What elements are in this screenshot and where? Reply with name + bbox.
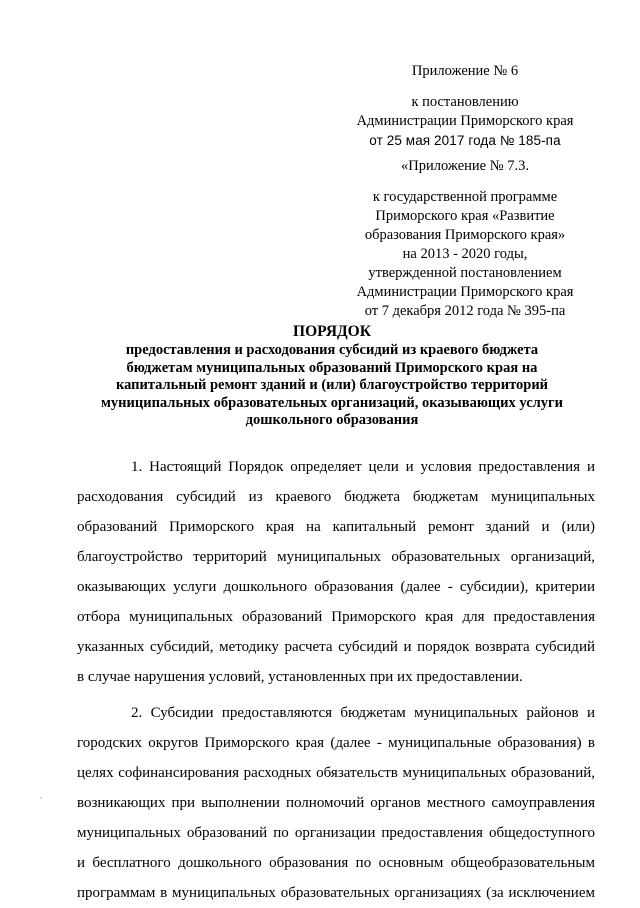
appendix-number: Приложение № 6: [411, 63, 519, 79]
title-line-1: предоставления и расходования субсидий из краевого бюджета: [125, 342, 539, 358]
appendix-ref-approved: утвержденной постановлением: [368, 265, 562, 281]
title-line-3: капитальный ремонт зданий и (или) благоустройство территорий: [115, 377, 549, 393]
paragraph-line: программам в муниципальных образовательных организациях (за исключением: [77, 885, 595, 901]
paragraph-line: городских округов Приморского края (далее - муниципальные образования) в: [77, 735, 595, 751]
title-line-5: дошкольного образования: [245, 412, 419, 428]
paragraph-2: [77, 698, 595, 908]
document-title: [62, 322, 602, 430]
paragraph-line: 2. Субсидии предоставляются бюджетам муниципальных районов и: [131, 705, 595, 721]
appendix-ref-number: «Приложение № 7.3.: [401, 158, 529, 174]
paragraph-line: отбора муниципальных образований Приморского края для предоставления: [77, 609, 595, 625]
appendix-authority: Администрации Приморского края: [356, 113, 574, 129]
paragraph-line: указанных субсидий, методику расчета субсидий и порядок возврата субсидий: [77, 639, 595, 655]
title-main: ПОРЯДОК: [293, 323, 371, 340]
appendix-reference: [320, 157, 610, 321]
paragraph-line: оказывающих услуги дошкольного образования (далее - субсидии), критерии: [77, 579, 595, 595]
appendix-header: [320, 62, 610, 150]
paragraph-line: возникающих при выполнении полномочий органов местного самоуправления: [77, 795, 595, 811]
appendix-decree-date: от 25 мая 2017 года № 185-па: [369, 133, 561, 148]
paragraph-line: целях софинансирования расходных обязательств муниципальных образований,: [77, 765, 595, 781]
paragraph-line: образований Приморского края на капитальный ремонт зданий и (или): [77, 519, 595, 535]
appendix-decree-ref: к постановлению: [411, 94, 519, 110]
paragraph-line: муниципальных образований по организации предоставления общедоступного: [77, 825, 595, 841]
paragraph-line: и бесплатного дошкольного образования по основным общеобразовательным: [77, 855, 595, 871]
paragraph-line: благоустройство территорий муниципальных образовательных организаций,: [77, 549, 595, 565]
paragraph-line: в случае нарушения условий, установленных при их предоставлении.: [77, 669, 523, 685]
appendix-ref-authority: Администрации Приморского края: [356, 284, 574, 300]
paragraph-line: 1. Настоящий Порядок определяет цели и условия предоставления и: [131, 459, 595, 475]
appendix-ref-years: на 2013 - 2020 годы,: [402, 246, 528, 262]
scan-speck: [40, 797, 42, 799]
appendix-ref-date: от 7 декабря 2012 года № 395-па: [364, 303, 566, 319]
title-line-2: бюджетам муниципальных образований Приморского края на: [126, 359, 538, 376]
title-line-4: муниципальных образовательных организаций, оказывающих услуги: [101, 394, 563, 411]
appendix-ref-program-name: Приморского края «Развитие: [375, 208, 555, 224]
appendix-ref-program-name-2: образования Приморского края»: [364, 227, 566, 243]
document-body: [77, 452, 595, 908]
paragraph-1: [77, 452, 595, 692]
paragraph-line: расходования субсидий из краевого бюджета бюджетам муниципальных: [77, 489, 595, 505]
appendix-ref-program: к государственной программе: [372, 189, 558, 205]
